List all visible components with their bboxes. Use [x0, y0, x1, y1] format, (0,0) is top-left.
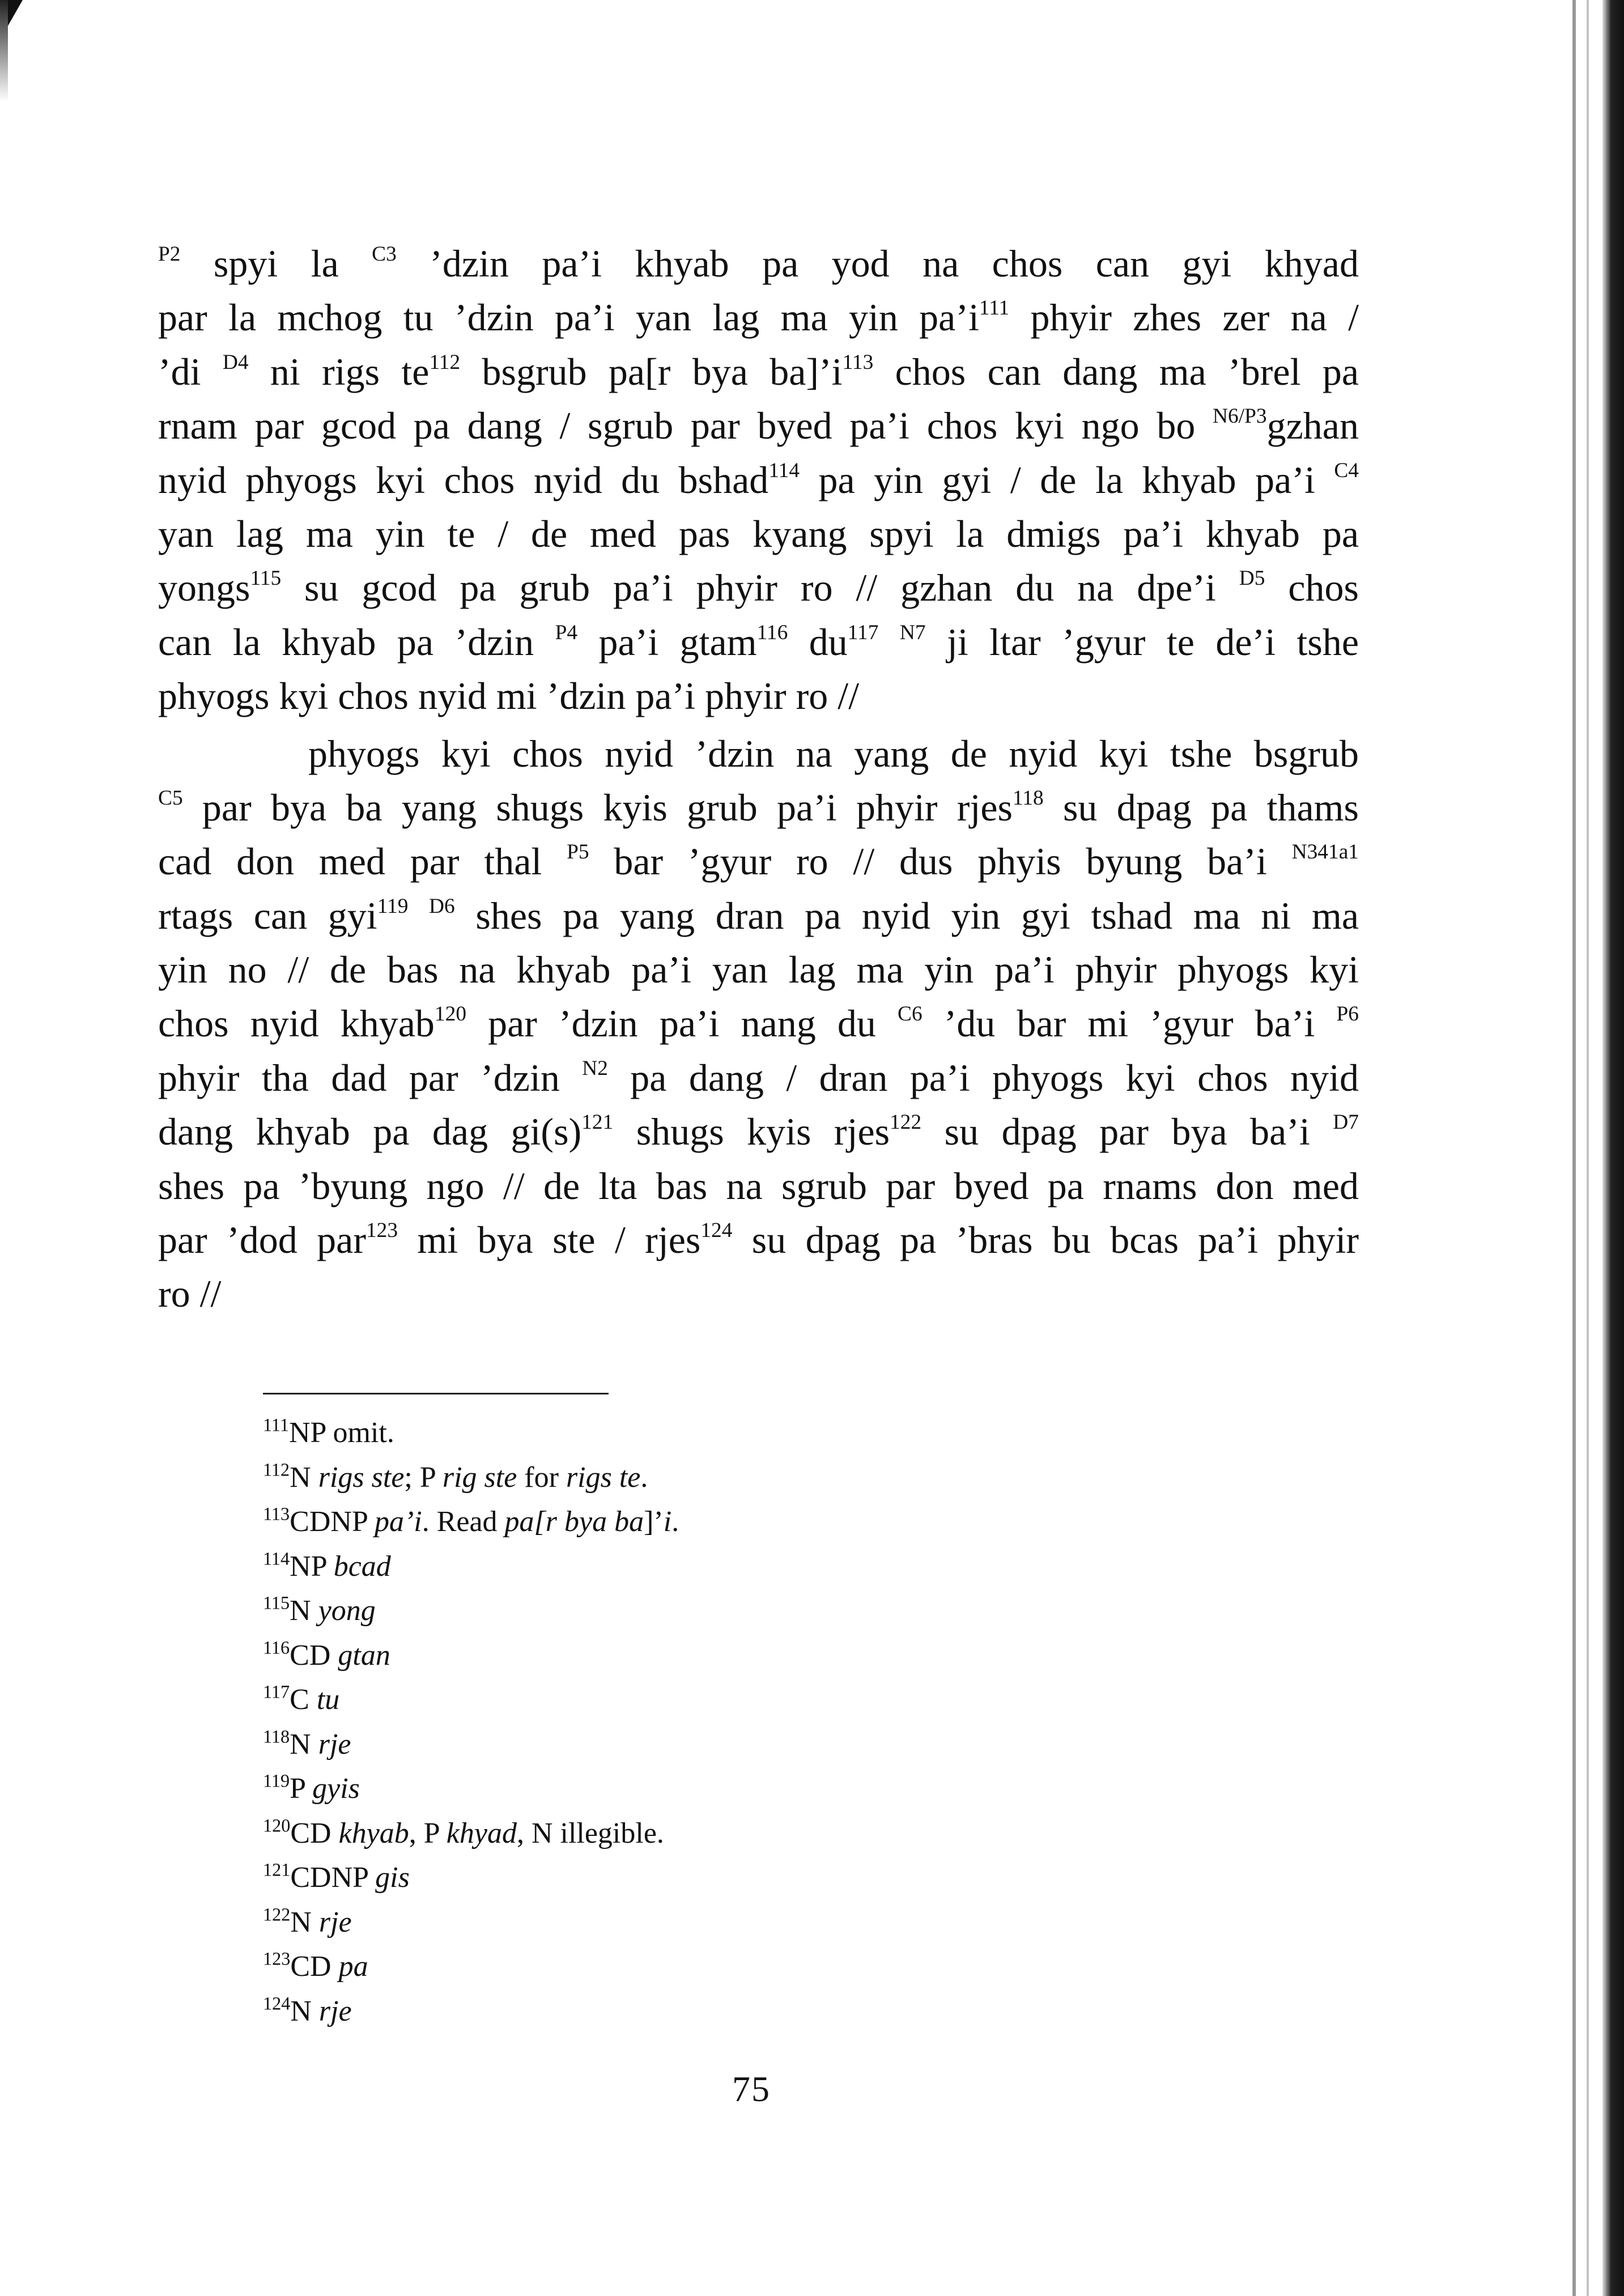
text-run: chos nyid khyab: [158, 1002, 435, 1045]
italic-text: rigs ste: [318, 1461, 405, 1494]
text-run: N: [290, 1995, 319, 2027]
text-run: pa yin gyi / de la khyab pa’i: [800, 458, 1334, 501]
footnote: [263, 1900, 679, 1945]
text-line: [158, 1105, 1359, 1159]
text-run: ]’: [644, 1506, 664, 1538]
text-line: [158, 835, 1359, 888]
text-run: , P: [409, 1817, 447, 1849]
scan-binding-edge: [1602, 0, 1624, 2296]
note-marker: P5: [567, 840, 589, 864]
footnote: [263, 1767, 679, 1812]
note-marker: 118: [1013, 786, 1044, 810]
text-run: phyir zhes zer na /: [1009, 296, 1359, 339]
paragraph: [158, 727, 1359, 1321]
text-line: [158, 943, 1359, 997]
text-run: su dpag pa ’bras bu bcas pa’i phyir: [732, 1218, 1359, 1262]
note-marker: 121: [263, 1859, 291, 1880]
text-run: spyi la: [180, 242, 372, 285]
text-run: shes pa ’byung ngo // de lta bas na sgrub par byed pa rnams don med: [158, 1164, 1359, 1207]
text-run: ’dzin pa’i khyab pa yod na chos can gyi khyad: [396, 242, 1359, 285]
text-run: ji ltar ’gyur te de’i tshe: [925, 620, 1359, 664]
text-run: nyid phyogs kyi chos nyid du bshad: [158, 458, 769, 501]
note-marker: 114: [768, 458, 800, 482]
text-run: shes pa yang dran pa nyid yin gyi tshad ma ni ma: [454, 894, 1359, 937]
scan-edge-line: [1587, 0, 1589, 2296]
text-run: shugs kyis rjes: [613, 1110, 890, 1154]
note-marker: 116: [263, 1637, 290, 1658]
text-run: cad don med par thal: [158, 840, 567, 883]
note-marker: 115: [250, 567, 282, 590]
italic-text: rig ste: [442, 1461, 517, 1494]
italic-text: rigs te: [566, 1461, 641, 1494]
text-run: dang khyab pa dag gi(s): [158, 1110, 582, 1154]
text-line: [158, 727, 1359, 781]
text-line: [158, 399, 1359, 453]
italic-text: pa’i: [374, 1506, 422, 1538]
note-marker: 122: [263, 1904, 291, 1925]
text-run: mi bya ste / rjes: [398, 1218, 701, 1262]
text-run: par la mchog tu ’dzin pa’i yan lag ma yin pa’i: [158, 296, 979, 339]
note-marker: 116: [756, 620, 788, 644]
text-run: .: [640, 1461, 648, 1494]
note-marker: N6/P3: [1213, 405, 1267, 428]
text-run: . Read: [422, 1506, 505, 1538]
note-marker: 124: [700, 1218, 733, 1242]
note-marker: C5: [158, 786, 183, 810]
text-run: rtags can gyi: [158, 894, 377, 937]
italic-text: pa: [338, 1950, 368, 1983]
text-run: CD: [290, 1817, 339, 1849]
scan-edge-line: [1572, 0, 1576, 2296]
text-run: , N illegible.: [516, 1817, 664, 1849]
italic-text: bcad: [333, 1550, 391, 1583]
text-run: can la khyab pa ’dzin: [158, 620, 555, 664]
text-line: [158, 453, 1359, 507]
text-run: CD: [290, 1950, 339, 1983]
text-line: [158, 781, 1359, 835]
footnote: [263, 1456, 679, 1500]
footnote: [263, 1989, 679, 2034]
note-marker: 117: [847, 620, 879, 644]
text-line: [158, 669, 1359, 723]
text-run: phyogs kyi chos nyid mi ’dzin pa’i phyir ro //: [158, 674, 860, 718]
text-line: [158, 507, 1359, 561]
text-run: ro //: [158, 1272, 222, 1316]
footnote: [263, 1545, 679, 1589]
text-line: [158, 1159, 1359, 1213]
footnote: [263, 1634, 679, 1678]
text-run: bar ’gyur ro // dus phyis byung ba’i: [589, 840, 1292, 883]
note-marker: 119: [263, 1770, 290, 1791]
note-marker: D5: [1239, 567, 1265, 590]
paragraph: [158, 237, 1359, 724]
text-run: NP: [290, 1550, 334, 1583]
note-marker: P6: [1336, 1002, 1359, 1026]
text-run: CDNP: [290, 1861, 376, 1894]
text-run: su gcod pa grub pa’i phyir ro // gzhan du na dpe’i: [281, 566, 1239, 610]
footnote-rule: [263, 1393, 609, 1394]
footnote: [263, 1678, 679, 1723]
text-run: N: [290, 1595, 318, 1627]
text-run: phyogs kyi chos nyid ’dzin na yang de nyid kyi tshe bsgrub: [308, 732, 1359, 775]
footnote: [263, 1856, 679, 1900]
text-run: chos: [1265, 566, 1359, 610]
text-run: .: [671, 1506, 679, 1538]
note-marker: D7: [1333, 1111, 1359, 1134]
footnote: [263, 1812, 679, 1856]
italic-text: khyab: [338, 1817, 409, 1849]
note-marker: 124: [263, 1993, 291, 2014]
note-marker: N7: [899, 620, 926, 644]
scan-edge-shadow: [0, 0, 8, 102]
page-number: 75: [732, 2069, 771, 2109]
italic-text: tu: [316, 1683, 340, 1716]
footnote: [263, 1589, 679, 1634]
note-marker: 115: [263, 1592, 290, 1613]
note-marker: 120: [434, 1002, 467, 1026]
text-line: [158, 345, 1359, 399]
text-run: yan lag ma yin te / de med pas kyang spyi la dmigs pa’i khyab pa: [158, 512, 1359, 555]
note-marker: 118: [263, 1726, 290, 1747]
text-run: su dpag pa thams: [1043, 785, 1359, 829]
note-marker: D4: [222, 350, 249, 374]
text-run: bsgrub pa[r bya ba]’i: [460, 350, 843, 393]
note-marker: N2: [582, 1056, 608, 1080]
note-marker: 111: [263, 1414, 289, 1435]
note-marker: 121: [581, 1111, 614, 1134]
text-run: N: [290, 1906, 319, 1938]
text-run: NP omit.: [288, 1417, 394, 1449]
text-line: [158, 237, 1359, 291]
italic-text: yong: [318, 1595, 376, 1627]
text-run: N: [290, 1461, 318, 1494]
text-run: yin no // de bas na khyab pa’i yan lag ma yin pa’i phyir phyogs kyi: [158, 948, 1359, 992]
text-run: C: [290, 1683, 317, 1716]
footnote: [263, 1945, 679, 1989]
note-marker: 113: [842, 350, 874, 374]
note-marker: 120: [263, 1815, 291, 1836]
text-line: [158, 1213, 1359, 1267]
italic-text: i: [663, 1506, 672, 1538]
text-run: yongs: [158, 566, 250, 610]
note-marker: 122: [890, 1111, 922, 1134]
note-marker: D6: [429, 894, 455, 918]
text-run: du: [788, 620, 848, 664]
text-run: ’du bar mi ’gyur ba’i: [922, 1002, 1337, 1045]
text-run: su dpag par bya ba’i: [921, 1110, 1333, 1154]
text-run: rnam par gcod pa dang / sgrub par byed pa’i chos kyi ngo bo: [158, 404, 1213, 448]
text-line: [158, 1051, 1359, 1105]
note-marker: C3: [372, 242, 397, 266]
note-marker: C6: [898, 1002, 922, 1026]
note-marker: C4: [1334, 458, 1359, 482]
text-run: chos can dang ma ’brel pa: [873, 350, 1359, 393]
text-line: [158, 889, 1359, 943]
text-run: par ’dod par: [158, 1218, 366, 1262]
text-run: ni rigs te: [248, 350, 430, 393]
text-run: par bya ba yang shugs kyis grub pa’i phyir rjes: [182, 785, 1013, 829]
footnote: [263, 1500, 679, 1545]
text-run: for: [517, 1461, 566, 1494]
note-marker: 117: [263, 1681, 290, 1702]
note-marker: 112: [263, 1459, 290, 1480]
italic-text: gis: [375, 1861, 410, 1894]
main-text: [158, 237, 1359, 1321]
note-marker: 119: [377, 894, 409, 918]
text-line: [158, 291, 1359, 345]
note-marker: N341a1: [1291, 840, 1359, 864]
italic-text: rje: [318, 1995, 352, 2027]
text-run: N: [290, 1728, 318, 1761]
note-marker: P4: [555, 620, 578, 644]
text-run: [408, 894, 429, 937]
italic-text: gyis: [312, 1772, 360, 1805]
text-run: gzhan: [1266, 404, 1359, 448]
italic-text: pa[r bya ba: [504, 1506, 644, 1538]
text-run: ; P: [404, 1461, 443, 1494]
footnote: [263, 1723, 679, 1767]
note-marker: 123: [365, 1218, 398, 1242]
text-run: [878, 620, 899, 664]
text-line: [158, 561, 1359, 615]
text-run: pa dang / dran pa’i phyogs kyi chos nyid: [607, 1056, 1359, 1099]
note-marker: 111: [979, 296, 1010, 320]
text-run: phyir tha dad par ’dzin: [158, 1056, 583, 1099]
note-marker: 112: [429, 350, 461, 374]
footnote: [263, 1411, 679, 1456]
note-marker: 123: [263, 1948, 291, 1969]
text-run: CDNP: [290, 1506, 375, 1538]
text-run: CD: [290, 1639, 338, 1672]
text-run: par ’dzin pa’i nang du: [466, 1002, 898, 1045]
italic-text: rje: [318, 1728, 351, 1761]
text-run: pa’i gtam: [577, 620, 757, 664]
note-marker: 113: [263, 1503, 290, 1524]
text-run: P: [290, 1772, 313, 1805]
text-line: [158, 1267, 1359, 1321]
note-marker: 114: [263, 1548, 290, 1569]
italic-text: gtan: [338, 1639, 390, 1672]
text-line: [158, 615, 1359, 669]
footnotes: [263, 1411, 679, 2034]
italic-text: rje: [318, 1906, 352, 1938]
text-run: ’di: [158, 350, 223, 393]
note-marker: P2: [158, 242, 181, 266]
italic-text: khyad: [446, 1817, 517, 1849]
text-line: [158, 997, 1359, 1051]
